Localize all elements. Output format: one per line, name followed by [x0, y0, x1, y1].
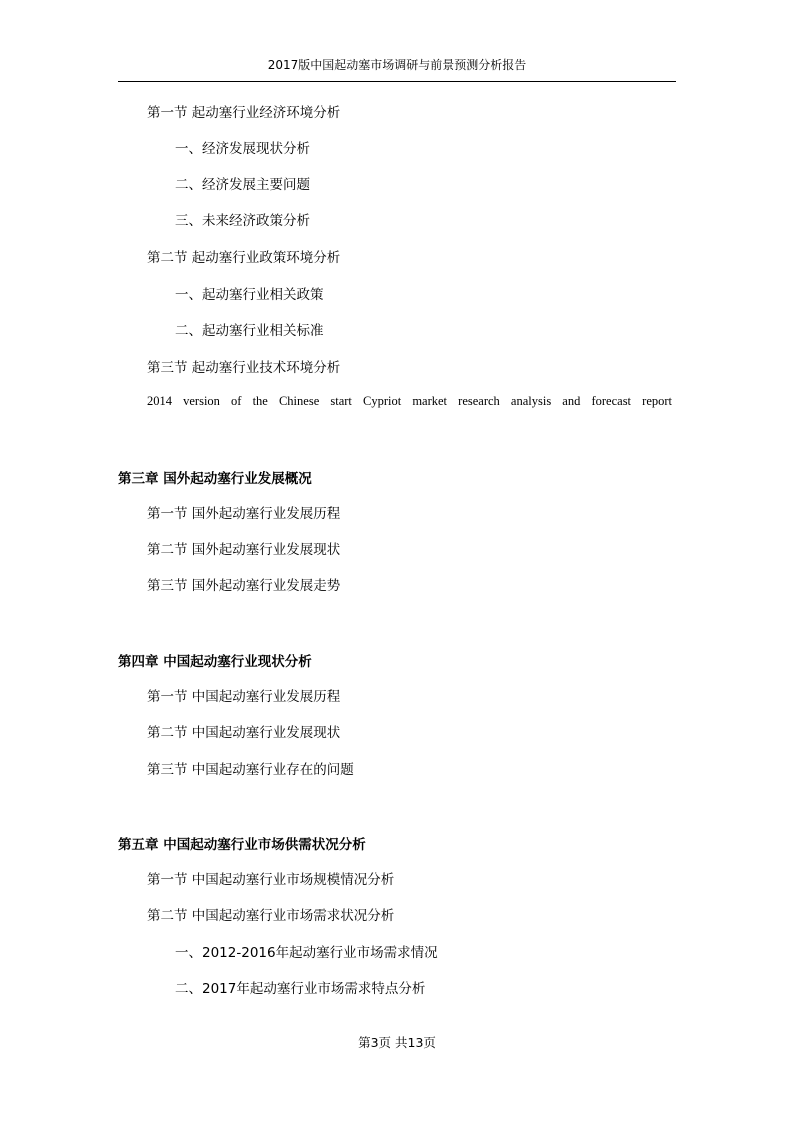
header-rule [118, 81, 676, 82]
toc-subsection-entry: 二、2017年起动塞行业市场需求特点分析 [175, 981, 426, 997]
toc-chapter-heading: 第五章 中国起动塞行业市场供需状况分析 [118, 837, 366, 853]
english-report-title: 2014 version of the Chinese start Cypriot market research analysis and forecast report [147, 394, 672, 408]
toc-subsection-entry: 二、经济发展主要问题 [175, 177, 310, 193]
toc-chapter-heading: 第四章 中国起动塞行业现状分析 [118, 654, 312, 670]
toc-section-entry: 第三节 国外起动塞行业发展走势 [147, 578, 341, 594]
toc-section-entry: 第二节 国外起动塞行业发展现状 [147, 542, 341, 558]
toc-chapter-heading: 第三章 国外起动塞行业发展概况 [118, 471, 312, 487]
toc-section-entry: 第一节 起动塞行业经济环境分析 [147, 105, 341, 121]
toc-section-entry: 第二节 中国起动塞行业发展现状 [147, 725, 341, 741]
page-header-title: 2017版中国起动塞市场调研与前景预测分析报告 [267, 58, 527, 72]
toc-section-entry: 第三节 起动塞行业技术环境分析 [147, 360, 341, 376]
toc-subsection-entry: 一、经济发展现状分析 [175, 141, 310, 157]
toc-section-entry: 第一节 国外起动塞行业发展历程 [147, 506, 341, 522]
toc-subsection-entry: 二、起动塞行业相关标准 [175, 323, 324, 339]
toc-section-entry: 第三节 中国起动塞行业存在的问题 [147, 762, 354, 778]
toc-section-entry: 第二节 中国起动塞行业市场需求状况分析 [147, 908, 395, 924]
toc-subsection-entry: 三、未来经济政策分析 [175, 213, 310, 229]
toc-subsection-entry: 一、起动塞行业相关政策 [175, 287, 324, 303]
toc-subsection-entry: 一、2012-2016年起动塞行业市场需求情况 [175, 945, 438, 961]
toc-section-entry: 第二节 起动塞行业政策环境分析 [147, 250, 341, 266]
page-number-footer: 第3页 共13页 [358, 1035, 436, 1050]
toc-section-entry: 第一节 中国起动塞行业市场规模情况分析 [147, 872, 395, 888]
toc-section-entry: 第一节 中国起动塞行业发展历程 [147, 689, 341, 705]
